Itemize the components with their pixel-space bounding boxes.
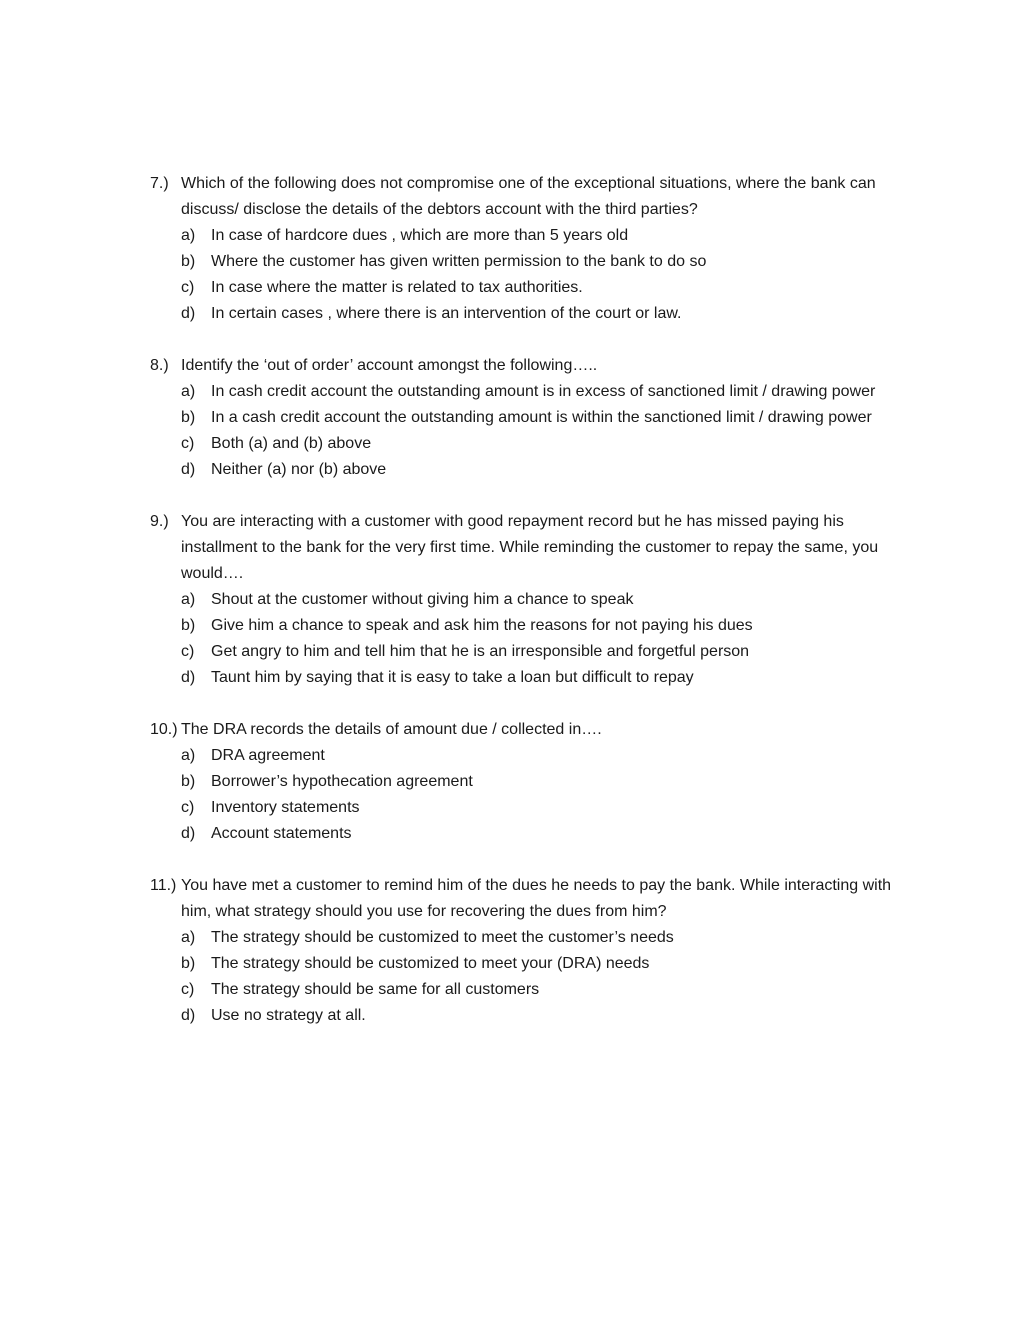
option-letter: d) [181,825,196,842]
question-number: 8.) [150,357,169,374]
question-stem [150,353,910,379]
question-number: 11.) [150,877,177,894]
option-text: Account statements [211,825,352,842]
option-letter: d) [181,1007,196,1024]
question-list [150,171,910,1055]
option-letter: b) [181,409,196,426]
option-letter: a) [181,747,196,764]
option-list [150,925,910,1029]
option-text: In case where the matter is related to tax authorities. [211,279,583,296]
option-c [181,275,910,301]
option-letter: d) [181,669,196,686]
option-text: Where the customer has given written permission to the bank to do so [211,253,707,270]
question-8 [150,353,910,483]
option-text: The strategy should be customized to meet the customer’s needs [211,929,674,946]
option-letter: c) [181,981,195,998]
option-text: The strategy should be same for all customers [211,981,540,998]
option-list [150,379,910,483]
option-text: In case of hardcore dues , which are more than 5 years old [211,227,629,244]
option-letter: c) [181,435,195,452]
option-letter: d) [181,461,196,478]
option-text: In a cash credit account the outstanding amount is within the sanctioned limit / drawing power [211,409,872,426]
question-text: Identify the ‘out of order’ account amongst the following….. [181,357,598,374]
option-text: The strategy should be customized to meet your (DRA) needs [211,955,650,972]
option-text: Shout at the customer without giving him a chance to speak [211,591,634,608]
option-d [181,665,910,691]
option-text: Borrower’s hypothecation agreement [211,773,473,790]
option-text: Taunt him by saying that it is easy to take a loan but difficult to repay [211,669,694,686]
option-d [181,457,910,483]
question-9 [150,509,910,691]
option-d [181,1003,910,1029]
option-a [181,587,910,613]
option-text: Both (a) and (b) above [211,435,372,452]
option-d [181,821,910,847]
option-letter: c) [181,279,195,296]
option-c [181,795,910,821]
option-a [181,743,910,769]
option-letter: c) [181,643,195,660]
option-letter: a) [181,591,196,608]
option-b [181,613,910,639]
option-letter: a) [181,929,196,946]
option-text: Neither (a) nor (b) above [211,461,387,478]
option-b [181,769,910,795]
option-b [181,405,910,431]
option-text: Use no strategy at all. [211,1007,366,1024]
question-number: 9.) [150,513,169,530]
question-stem [150,873,910,925]
question-stem [150,509,910,587]
question-10 [150,717,910,847]
option-letter: b) [181,253,196,270]
option-b [181,951,910,977]
question-text: You are interacting with a customer with good repayment record but he has missed paying his installment to the bank for the very first time. While reminding the customer to repay the same, you would…. [181,513,879,582]
question-7 [150,171,910,327]
option-text: Inventory statements [211,799,360,816]
option-text: Get angry to him and tell him that he is an irresponsible and forgetful person [211,643,750,660]
option-letter: b) [181,955,196,972]
option-list [150,743,910,847]
option-text: In cash credit account the outstanding amount is in excess of sanctioned limit / drawing power [211,383,876,400]
option-text: In certain cases , where there is an intervention of the court or law. [211,305,682,322]
question-number: 7.) [150,175,169,192]
option-letter: b) [181,773,196,790]
question-text: Which of the following does not compromise one of the exceptional situations, where the bank can discuss/ disclose the details of the debtors account with the third parties? [181,175,876,218]
option-b [181,249,910,275]
question-text: You have met a customer to remind him of the dues he needs to pay the bank. While interacting with him, what strategy should you use for recovering the dues from him? [181,877,892,920]
option-c [181,639,910,665]
option-letter: d) [181,305,196,322]
option-letter: b) [181,617,196,634]
option-c [181,977,910,1003]
question-stem [150,717,910,743]
option-c [181,431,910,457]
option-text: DRA agreement [211,747,325,764]
option-letter: a) [181,383,196,400]
question-stem [150,171,910,223]
option-a [181,223,910,249]
option-letter: c) [181,799,195,816]
option-letter: a) [181,227,196,244]
option-list [150,223,910,327]
option-a [181,379,910,405]
question-text: The DRA records the details of amount due / collected in…. [181,721,602,738]
question-number: 10.) [150,721,178,738]
option-list [150,587,910,691]
option-text: Give him a chance to speak and ask him the reasons for not paying his dues [211,617,753,634]
option-a [181,925,910,951]
option-d [181,301,910,327]
question-11 [150,873,910,1029]
